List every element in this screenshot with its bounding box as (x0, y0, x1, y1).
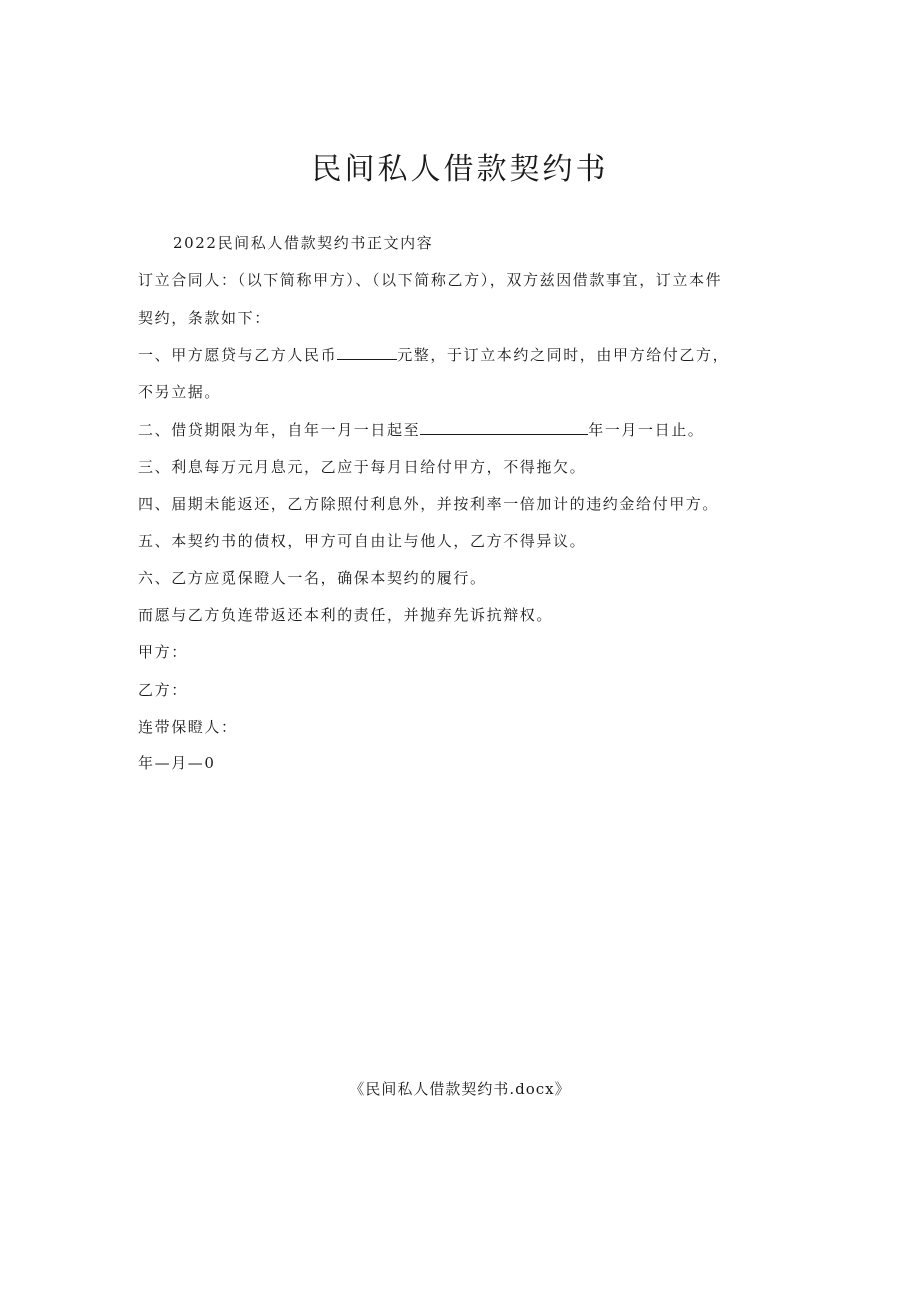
clause-2-text-b: 年一月一日止。 (588, 421, 705, 439)
clause-2 (138, 419, 704, 441)
clause-4: 四、届期未能返还，乙方除照付利息外，并按利率一倍加计的违约金给付甲方。 (138, 495, 720, 513)
date-blank (420, 420, 588, 435)
amount-blank (337, 345, 397, 360)
document-title: 民间私人借款契约书 (311, 152, 609, 187)
clause-6: 六、乙方应觅保瞪人一名，确保本契约的履行。 (138, 569, 487, 587)
parties-line: 订立合同人：（以下简称甲方）、（以下简称乙方），双方兹因借款事宜，订立本件 (138, 271, 723, 289)
clause-3: 三、利息每万元月息元，乙应于每月日给付甲方，不得拖欠。 (138, 458, 587, 476)
date-line: 年—月—0 (138, 754, 216, 772)
intro-line: 2022民间私人借款契约书正文内容 (173, 234, 434, 252)
party-a-label: 甲方： (138, 643, 188, 661)
clause-1-text-a: 一、甲方愿贷与乙方人民币 (138, 346, 338, 364)
clause-2-text-a: 二、借贷期限为年，自年一月一日起至 (138, 421, 421, 439)
parties-line-cont: 契约，条款如下： (138, 309, 271, 327)
clause-5: 五、本契约书的债权，甲方可自由让与他人，乙方不得异议。 (138, 532, 587, 550)
guarantor-label: 连带保瞪人： (138, 718, 238, 736)
guarantee-line: 而愿与乙方负连带返还本利的责任，并抛弃先诉抗辩权。 (138, 606, 554, 624)
clause-1-text-b: 元整，于订立本约之同时，由甲方给付乙方， (397, 346, 730, 364)
footer-filename: 《民间私人借款契约书.docx》 (349, 1080, 571, 1098)
clause-1-cont: 不另立据。 (138, 383, 222, 401)
party-b-label: 乙方： (138, 681, 188, 699)
clause-1 (138, 344, 729, 366)
